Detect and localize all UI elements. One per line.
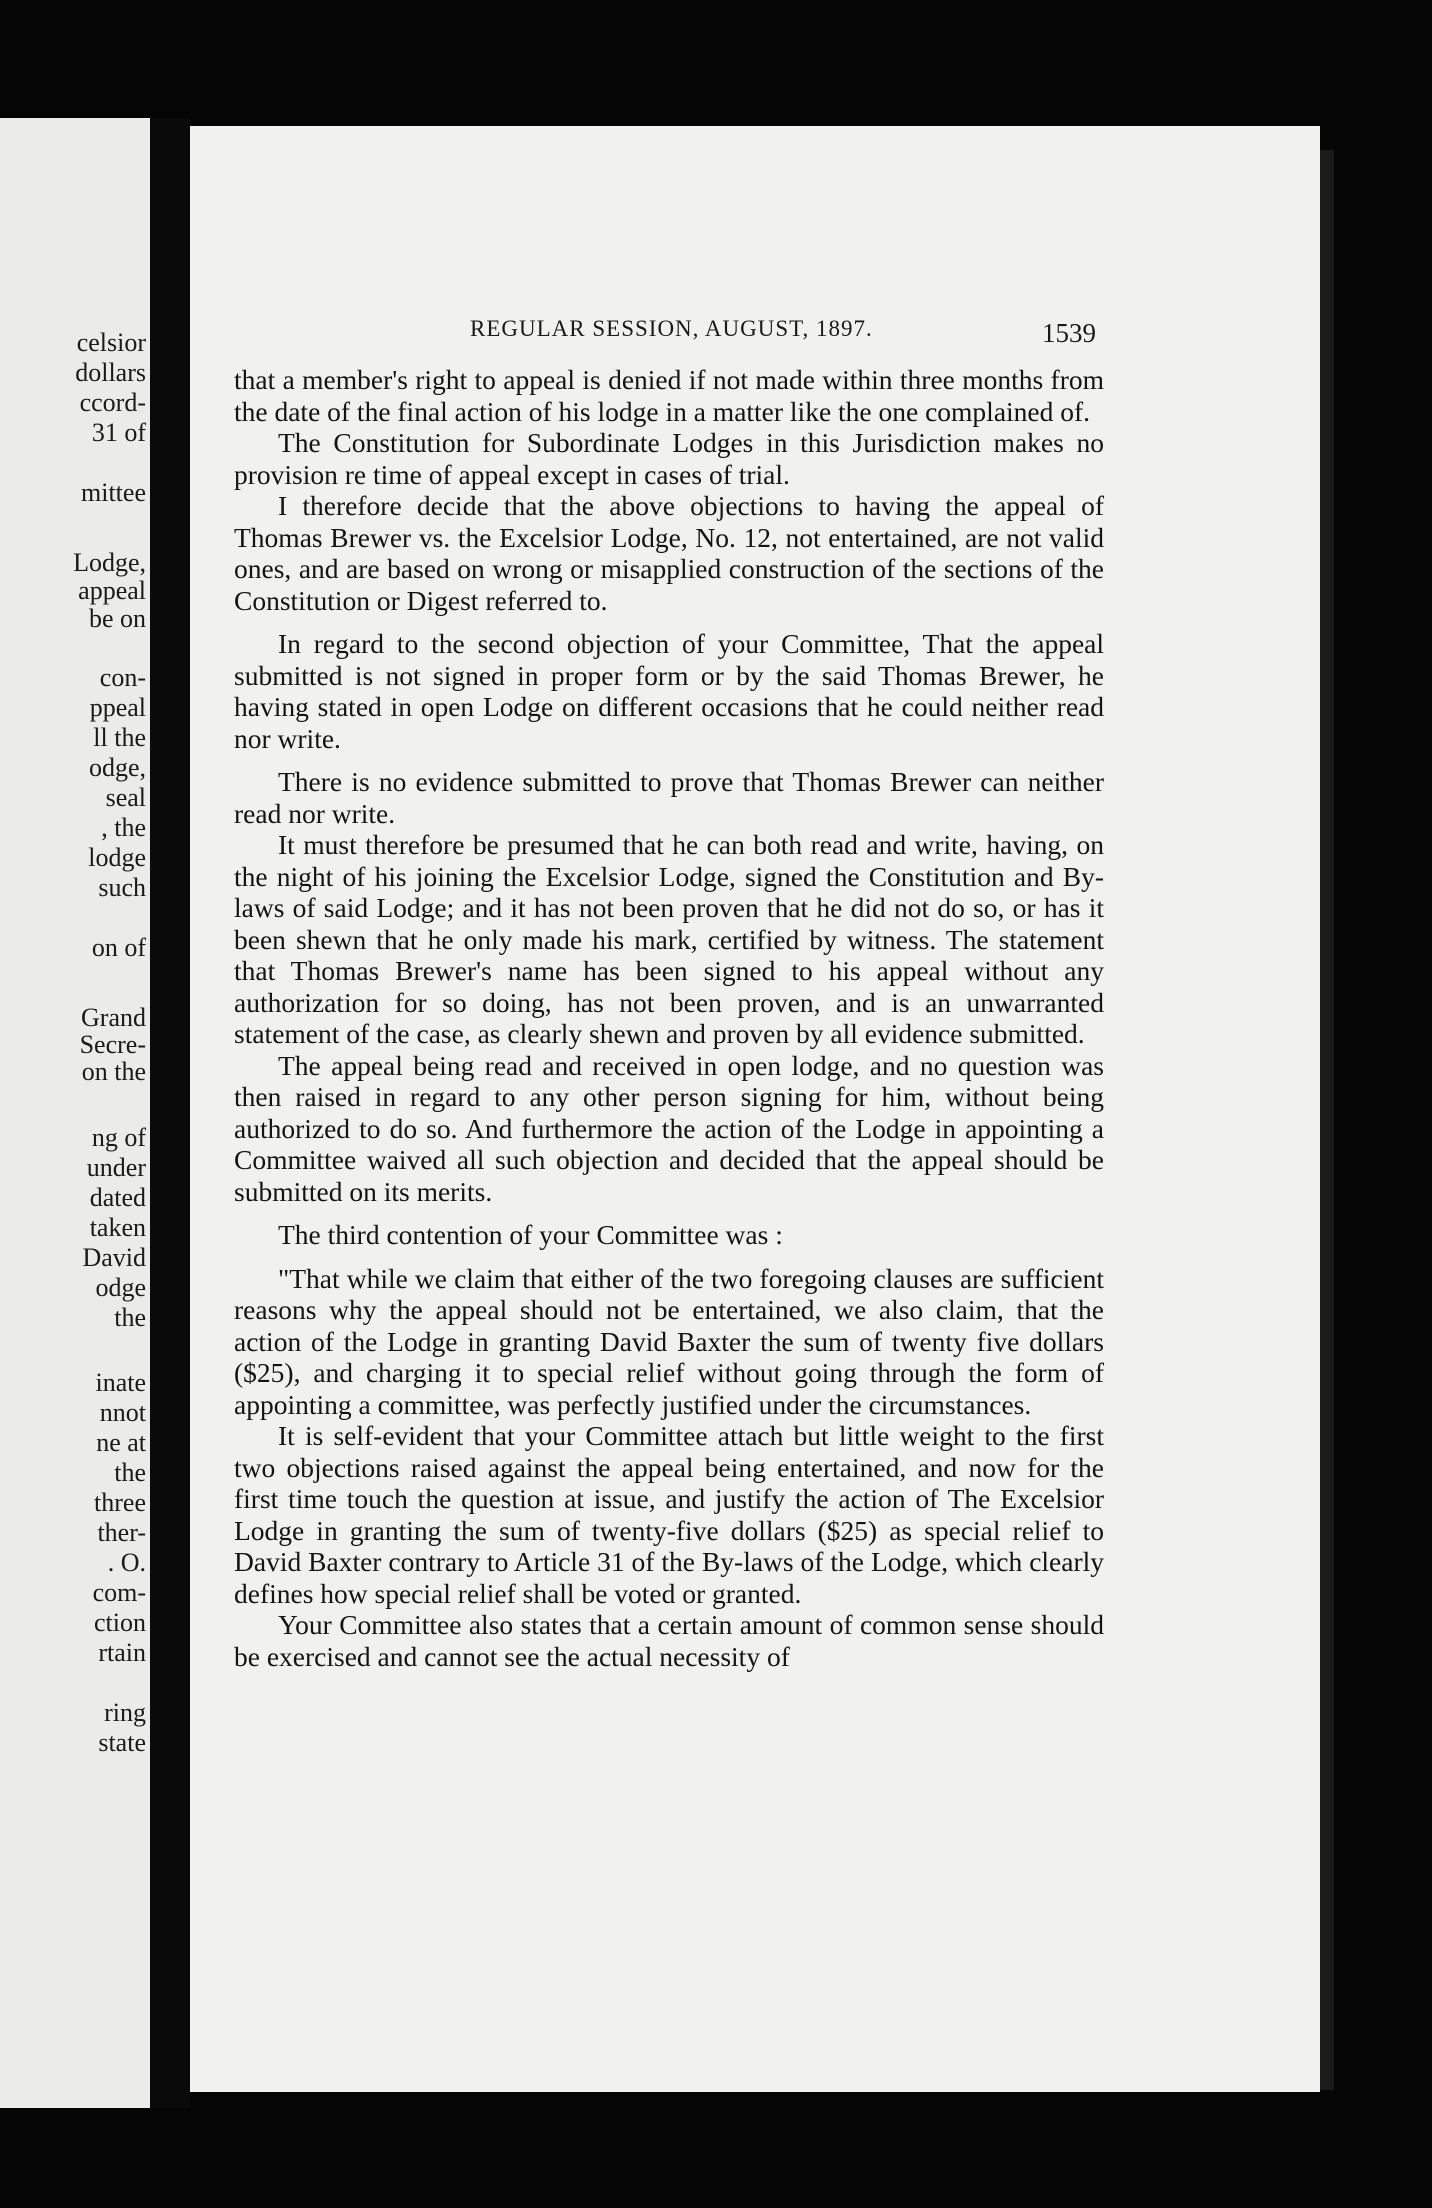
facing-page-text: com- [92,1578,146,1607]
paragraph: The third contention of your Committee was : [278,1219,783,1250]
facing-page-text: ction [94,1608,146,1637]
facing-page-text: , the [101,813,146,842]
facing-page-text: rtain [98,1638,146,1667]
facing-page-text: mittee [81,478,146,507]
facing-page-text: celsior [76,328,146,357]
facing-page-text: ther- [97,1518,146,1547]
facing-page-text: David [82,1243,146,1272]
paragraph: I therefore decide that the above objections to having the appeal of Thomas Brewer vs. the Excelsior Lodge, No. 12, not entertained, are not valid ones, and are based on wrong or misapplied construction of the sections of the Constitution or Digest referred to. [234,490,1104,616]
facing-page-text: such [98,873,146,902]
paragraph: It is self-evident that your Committee attach but little weight to the first two objections raised against the appeal being entertained, and now for the first time touch the question at issue, and justify the action of The Excelsior Lodge in granting the sum of twenty-five dollars ($25) as special relief to David Baxter contrary to Article 31 of the By-laws of the Lodge, which clearly defines how special relief shall be voted or granted. [234,1420,1104,1609]
facing-page-text: Grand [81,1003,146,1032]
facing-page-text: on the [81,1057,146,1086]
facing-page-text: under [86,1153,146,1182]
paragraph: The appeal being read and received in open lodge, and no question was then raised in regard to any other person signing for him, without being authorized to do so. And furthermore the action of the Lodge in appointing a Committee waived all such objection and decided that the appeal should be submitted on its merits. [234,1049,1104,1207]
facing-page-text: taken [89,1213,146,1242]
paragraph: The Constitution for Subordinate Lodges in this Jurisdiction makes no provision re time of appeal except in cases of trial. [234,427,1104,490]
paragraph: In regard to the second objection of your Committee, That the appeal submitted is not signed in proper form or by the said Thomas Brewer, he having stated in open Lodge on different occasions that he could neither read nor write. [234,628,1104,754]
facing-page-text: lodge [88,843,146,872]
facing-page-text: ccord- [79,388,146,417]
paragraph: Your Committee also states that a certain amount of common sense should be exercised and cannot see the actual necessity of [234,1609,1104,1672]
paragraph: "That while we claim that either of the two foregoing clauses are sufficient reasons why the appeal should not be entertained, we also claim, that the action of the Lodge in granting David Baxter the sum of twenty five dollars ($25), and charging it to special relief without going through the form of appointing a committee, was perfectly justified under the circumstances. [234,1262,1104,1420]
facing-page-text: ring [104,1698,146,1727]
facing-page-text: ng of [91,1123,146,1152]
facing-page-text: on of [91,933,146,962]
facing-page-text: dated [89,1183,146,1212]
facing-page-text: the [114,1458,146,1487]
facing-page-text: ppeal [89,693,146,722]
facing-page-text: ll the [93,723,146,752]
facing-page-text: dollars [75,358,146,387]
facing-page-text: three [94,1488,146,1517]
paragraph: that a member's right to appeal is denied if not made within three months from the date of the final action of his lodge in a matter like the one complained of. [234,364,1104,427]
facing-page-text: . O. [107,1548,146,1577]
running-head [190,316,1320,356]
facing-page-text: nnot [99,1398,146,1427]
facing-page-text: ne at [96,1428,146,1457]
paragraph: It must therefore be presumed that he can both read and write, having, on the night of his joining the Excelsior Lodge, signed the Constitution and By-laws of said Lodge; and it has not been proven that he did not do so, or has it been shewn that he only made his mark, certified by witness. The statement that Thomas Brewer's name has been signed to his appeal without any authorization for so doing, has not been proven, and is an unwarranted statement of the case, as clearly shewn and proven by all evidence submitted. [234,829,1104,1049]
page-body [234,364,1104,1672]
facing-page-text: odge [95,1273,146,1302]
book-page [190,126,1320,2092]
running-title: REGULAR SESSION, AUGUST, 1897. [470,316,873,341]
facing-page-text: inate [95,1368,146,1397]
facing-page-text: Lodge, [73,548,146,577]
facing-page-fragment [0,118,150,2108]
facing-page-text: seal [105,783,146,812]
facing-page-text: odge, [88,753,146,782]
facing-page-text: con- [99,663,146,692]
facing-page-text: the [114,1303,146,1332]
facing-page-text: Secre- [79,1030,146,1059]
page-number: 1539 [1042,318,1096,348]
book-gutter [150,118,190,2108]
facing-page-text: appeal [78,576,146,605]
facing-page-text: be on [88,604,146,633]
facing-page-text: 31 of [91,418,146,447]
facing-page-text: state [98,1728,146,1757]
page-edge-shadow [1320,150,1334,2090]
paragraph: There is no evidence submitted to prove that Thomas Brewer can neither read nor write. [234,766,1104,829]
